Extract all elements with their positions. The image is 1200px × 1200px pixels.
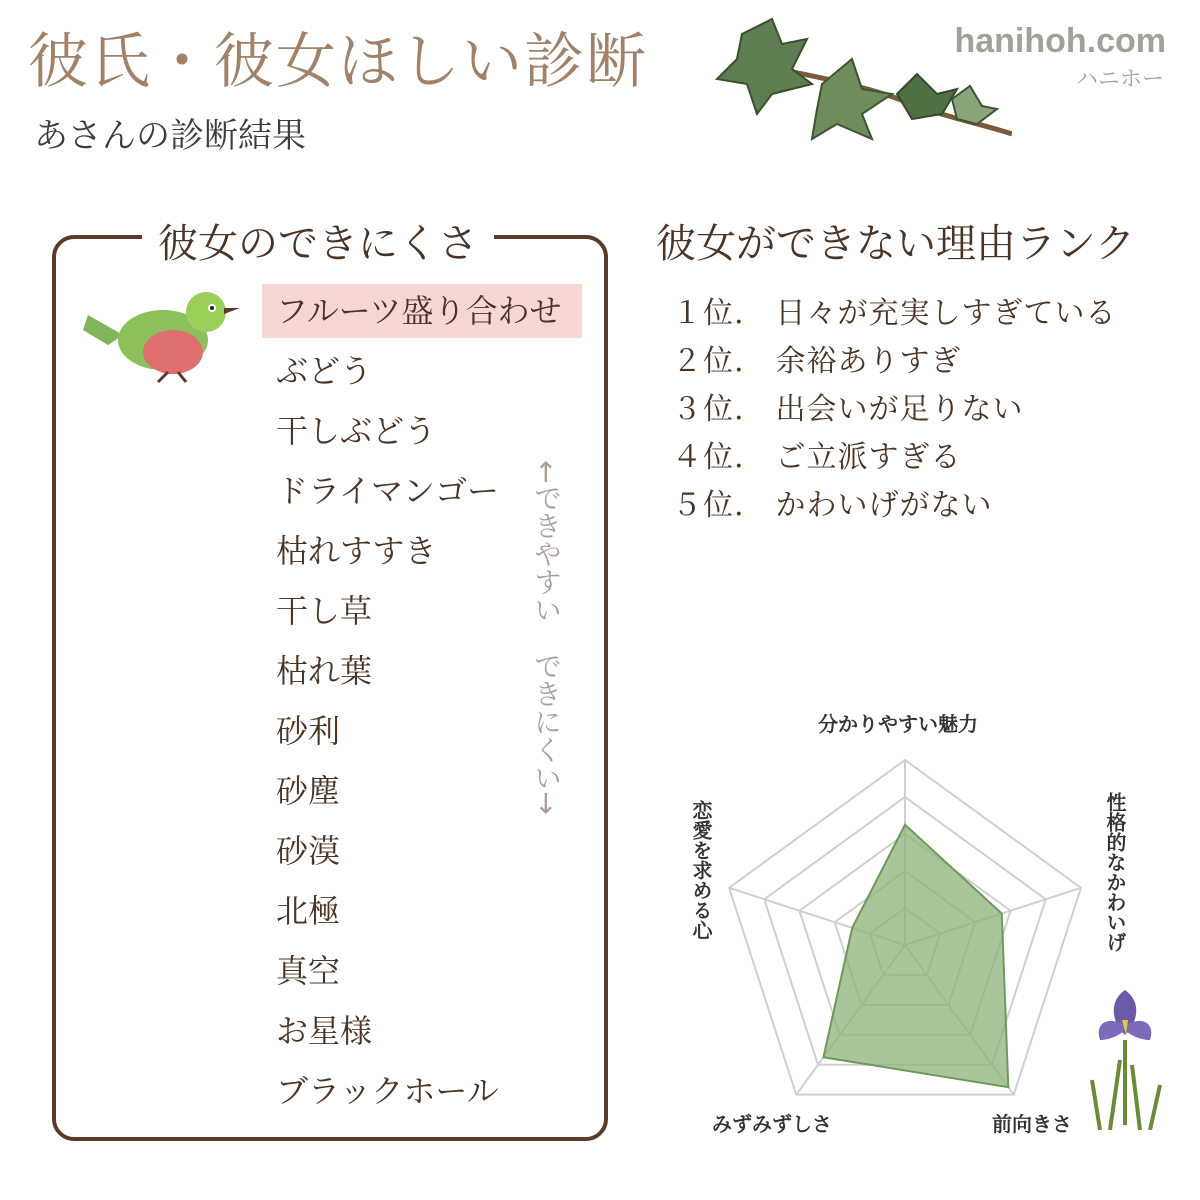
list-item: ドライマンゴー [276,472,500,510]
radar-axis-label-freshness: みずみずしさ [712,1114,832,1136]
radar-chart [700,740,1110,1110]
radar-axis-label-positivity: 前向きさ [992,1114,1072,1136]
reason-item: ４位. ご立派すぎる [672,440,962,475]
list-item: ブラックホール [276,1072,499,1110]
iris-flower-icon [1080,980,1170,1130]
list-item: 北極 [276,892,341,930]
reasons-list [672,290,1142,530]
radar-axis-label-appeal: 分かりやすい魅力 [818,714,978,736]
site-logo[interactable]: hanihoh.com [954,22,1166,60]
radar-axis-label-romance: 恋愛を求める心 [689,800,711,940]
reason-item: ３位. 出会いが足りない [672,392,1024,427]
list-item: 枯れ葉 [276,652,373,690]
difficulty-title: 彼女のできにくさ [142,212,494,269]
radar-data-area [823,825,1008,1087]
list-item: 干しぶどう [276,412,437,450]
list-item: フルーツ盛り合わせ [262,284,582,338]
list-item: ぶどう [276,352,373,390]
list-item: 枯れすすき [276,532,437,570]
difficulty-scale-label: ←できやすい できにくい→ [530,460,563,815]
reason-item: ２位. 余裕ありすぎ [672,344,962,379]
reasons-title: 彼女ができない理由ランク [656,221,1136,267]
radar-axis-label-cuteness: 性格的なかわいげ [1103,792,1125,952]
list-item: 砂漠 [276,832,341,870]
reason-item: ５位. かわいげがない [672,488,993,523]
result-subtitle: あさんの診断結果 [34,116,306,156]
list-item: お星様 [276,1012,373,1050]
list-item: 砂塵 [276,772,341,810]
list-item: 砂利 [276,712,341,750]
list-item: 干し草 [276,592,373,630]
bird-icon [78,290,243,385]
reason-item: １位. 日々が充実しすぎている [672,296,1117,331]
list-item: 真空 [276,952,341,990]
page-title: 彼氏・彼女ほしい診断 [28,27,648,97]
site-logo-kana: ハニホー [1075,67,1164,92]
